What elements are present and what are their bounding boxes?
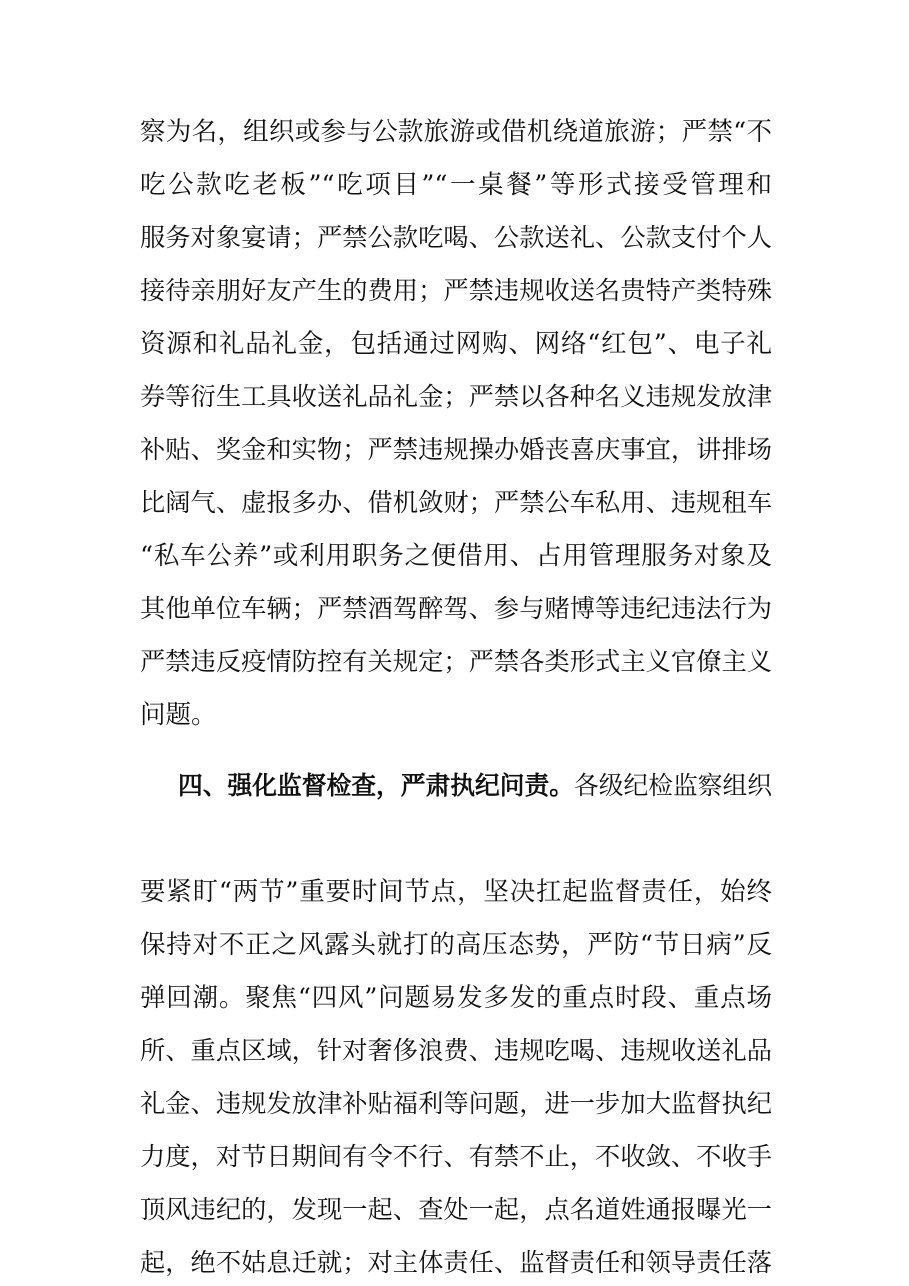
paragraph-2-line-1 [178,768,772,804]
paragraph-2-line-9: 起，绝不姑息迁就；对主体责任、监督责任和领导责任落 [140,1248,772,1277]
paragraph-1-line-2: 吃公款吃老板”“吃项目”“一桌餐”等形式接受管理和 [140,170,772,200]
paragraph-2-line-2: 要紧盯“两节”重要时间节点，坚决扛起监督责任，始终 [140,877,772,907]
paragraph-1-line-9: “私车公养”或利用职务之便借用、占用管理服务对象及 [140,541,772,571]
paragraph-1-line-8: 比阔气、虚报多办、借机敛财；严禁公车私用、违规租车 [140,488,772,517]
paragraph-1-line-10: 其他单位车辆；严禁酒驾醉驾、参与赌博等违纪违法行为 [140,594,772,623]
paragraph-2-line-3: 保持对不正之风露头就打的高压态势，严防“节日病”反 [140,930,772,960]
paragraph-1-line-7: 补贴、奖金和实物；严禁违规操办婚丧喜庆事宜，讲排场 [140,435,772,464]
paragraph-2-line-1-rest: 各级纪检监察组织 [574,771,772,800]
paragraph-1-line-5: 资源和礼品礼金，包括通过网购、网络“红包”、电子礼 [140,329,772,359]
paragraph-2-line-5: 所、重点区域，针对奢侈浪费、违规吃喝、违规收送礼品 [140,1036,772,1065]
paragraph-1-line-3: 服务对象宴请；严禁公款吃喝、公款送礼、公款支付个人 [140,223,772,252]
paragraph-1-line-11: 严禁违反疫情防控有关规定；严禁各类形式主义官僚主义 [140,647,772,676]
paragraph-1-line-4: 接待亲朋好友产生的费用；严禁违规收送名贵特产类特殊 [140,276,772,305]
paragraph-2-line-8: 顶风违纪的，发现一起、查处一起，点名道姓通报曝光一 [140,1195,772,1224]
paragraph-1-line-6: 券等衍生工具收送礼品礼金；严禁以各种名义违规发放津 [140,382,772,411]
paragraph-2-line-6: 礼金、违规发放津补贴福利等问题，进一步加大监督执纪 [140,1089,772,1118]
section-heading: 四、强化监督检查，严肃执纪问责。 [178,771,574,800]
paragraph-2-line-4: 弹回潮。聚焦“四风”问题易发多发的重点时段、重点场 [140,983,772,1013]
paragraph-1-line-12: 问题。 [140,700,217,730]
paragraph-2-line-7: 力度，对节日期间有令不行、有禁不止，不收敛、不收手 [140,1142,772,1171]
paragraph-1-line-1: 察为名，组织或参与公款旅游或借机绕道旅游；严禁“不 [140,117,772,147]
